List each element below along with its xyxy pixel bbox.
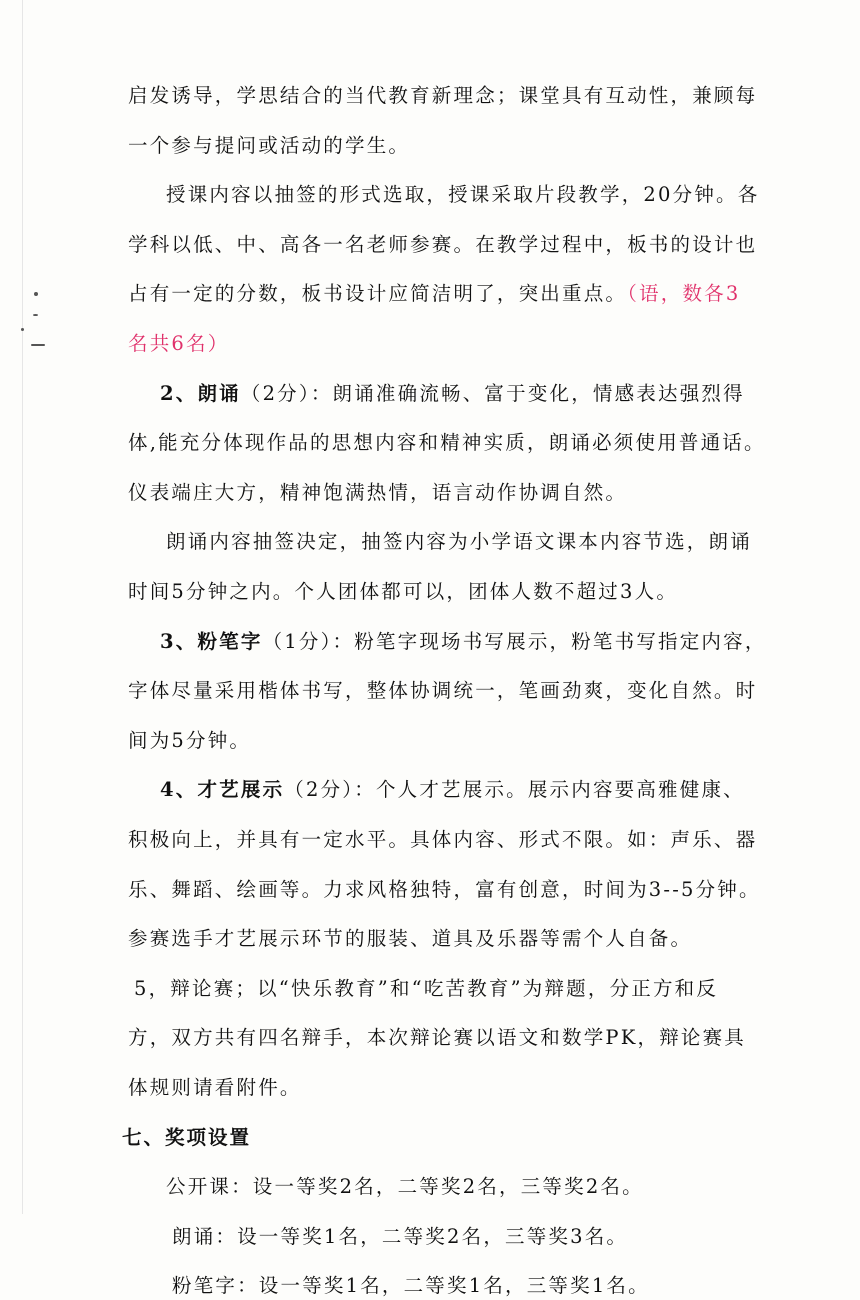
section-text: （2分）：朗诵准确流畅、富于变化，情感表达强烈得 [240, 381, 745, 405]
award-item: 朗诵：设一等奖1名，二等奖2名，三等奖3名。 [172, 1224, 629, 1248]
paragraph-line: 仪表端庄大方，精神饱满热情，语言动作协调自然。 [128, 480, 628, 504]
scan-speck [33, 314, 38, 316]
scan-speck [21, 328, 24, 331]
paragraph-line: 授课内容以抽签的形式选取，授课采取片段教学，20分钟。各 [166, 183, 760, 207]
paragraph-line [128, 280, 740, 308]
paragraph-line: 乐、舞蹈、绘画等。力求风格独特，富有创意，时间为3--5分钟。 [128, 877, 761, 901]
paragraph-line: 一个参与提问或活动的学生。 [128, 133, 411, 157]
paragraph-line: 体规则请看附件。 [128, 1076, 302, 1099]
section-title: 2、朗诵 [160, 381, 241, 405]
section-title: 3、粉笔字 [160, 629, 263, 653]
award-item: 公开课：设一等奖2名，二等奖2名，三等奖2名。 [166, 1175, 644, 1199]
paragraph-line: 方，双方共有四名辩手，本次辩论赛以语文和数学PK，辩论赛具 [128, 1026, 746, 1050]
section-title: 4、才艺展示 [160, 778, 285, 802]
awards-heading: 七、奖项设置 [122, 1125, 252, 1149]
paragraph-line: 参赛选手才艺展示环节的服装、道具及乐器等需个人自备。 [128, 927, 693, 951]
section-text: （2分）：个人才艺展示。展示内容要高雅健康、 [284, 778, 745, 802]
paragraph-line: 朗诵内容抽签决定，抽签内容为小学语文课本内容节选，朗诵 [166, 530, 752, 554]
paragraph-line: 积极向上，并具有一定水平。具体内容、形式不限。如：声乐、器 [128, 828, 758, 851]
section-talent [160, 776, 745, 804]
binding-margin-line [22, 0, 23, 1214]
paragraph-line: 学科以低、中、高各一名老师参赛。在教学过程中，板书的设计也 [128, 232, 758, 256]
section-text: （1分）：粉笔字现场书写展示，粉笔书写指定内容， [262, 629, 767, 653]
paragraph-line: 字体尽量采用楷体书写，整体协调统一，笔画劲爽，变化自然。时 [128, 679, 758, 703]
paragraph-line: 间为5分钟。 [128, 728, 252, 752]
paragraph-line: 时间5分钟之内。个人团体都可以，团体人数不超过3人。 [128, 580, 679, 603]
annotation-red: （语，数各3 [627, 282, 741, 306]
paragraph-text: 占有一定的分数，板书设计应简洁明了，突出重点。 [128, 282, 628, 306]
section-reading [160, 380, 745, 408]
scan-speck [31, 344, 45, 346]
paragraph-line: 体,能充分体现作品的思想内容和精神实质，朗诵必须使用普通话。 [128, 431, 766, 455]
paragraph-line: 启发诱导，学思结合的当代教育新理念；课堂具有互动性，兼顾每 [128, 84, 758, 107]
annotation-red: 名共6名） [128, 332, 230, 355]
section-debate: 5，辩论赛；以“快乐教育”和“吃苦教育”为辩题，分正方和反 [134, 976, 719, 1000]
award-item: 粉笔字：设一等奖1名，二等奖1名，三等奖1名。 [172, 1274, 650, 1298]
section-chalk [160, 628, 767, 656]
scan-speck [34, 292, 38, 296]
